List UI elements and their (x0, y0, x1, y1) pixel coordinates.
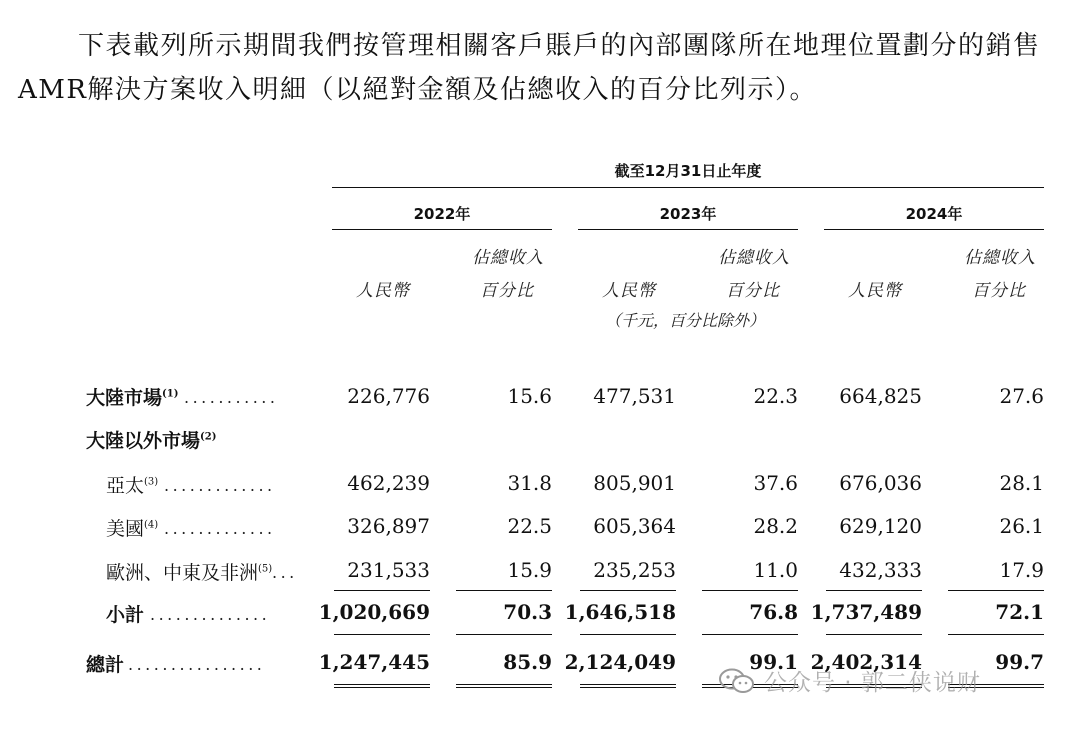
col-rmb-2024: 人民幣 (848, 281, 902, 301)
year-2024: 2024年 (905, 205, 963, 223)
cell-mainland-2022-pct: 15.6 (507, 384, 552, 408)
subtotal-rule-2022-pct (456, 590, 552, 591)
total-rule-2023-rmb (580, 634, 676, 635)
subtotal-rule-2023-rmb (580, 590, 676, 591)
cell-subtotal-2024-pct: 72.1 (995, 600, 1044, 624)
col-rmb-2022: 人民幣 (356, 281, 410, 301)
watermark (718, 664, 981, 697)
col-pct-2024-line2: 百分比 (972, 281, 1026, 301)
total-rule-2022-rmb (334, 634, 430, 635)
wechat-icon (718, 667, 756, 695)
leader-dots: ........... (184, 388, 279, 407)
col-pct-2023-line1: 佔總收入 (718, 248, 790, 268)
cell-total-2023-pct: 99.1 (749, 650, 798, 674)
total-rule-2024-pct (948, 634, 1044, 635)
cell-emea-2023-rmb: 235,253 (593, 558, 676, 582)
leader-dots: ... (272, 563, 298, 582)
cell-apac-2024-pct: 28.1 (999, 471, 1044, 495)
leader-dots: ............. (164, 519, 276, 538)
leader-dots: .............. (150, 605, 271, 624)
cell-emea-2022-pct: 15.9 (507, 558, 552, 582)
cell-total-2024-pct: 99.7 (995, 650, 1044, 674)
cell-total-2024-rmb: 2,402,314 (810, 650, 922, 674)
cell-apac-2024-rmb: 676,036 (839, 471, 922, 495)
period-title: 截至12月31日止年度 (614, 162, 762, 180)
year-rule-2022 (332, 229, 552, 230)
subtotal-rule-2023-pct (702, 590, 798, 591)
cell-total-2022-pct: 85.9 (503, 650, 552, 674)
col-pct-2023-line2: 百分比 (726, 281, 780, 301)
col-pct-2022-line1: 佔總收入 (472, 248, 544, 268)
cell-mainland-2023-pct: 22.3 (753, 384, 798, 408)
year-2023: 2023年 (659, 205, 717, 223)
cell-total-2023-rmb: 2,124,049 (564, 650, 676, 674)
cell-usa-2023-rmb: 605,364 (593, 514, 676, 538)
cell-apac-2023-rmb: 805,901 (593, 471, 676, 495)
total-rule-2022-pct (456, 634, 552, 635)
row-label-emea: 歐洲、中東及非洲$^{(5)}$ (106, 562, 273, 584)
intro-line-1: 下表載列所示期間我們按管理相關客戶賬戶的內部團隊所在地理位置劃分的銷售 (78, 31, 1041, 61)
row-label-usa: 美國$^{(4)}$ (106, 518, 159, 540)
cell-mainland-2023-rmb: 477,531 (593, 384, 676, 408)
subtotal-rule-2024-pct (948, 590, 1044, 591)
total-rule-2023-pct (702, 634, 798, 635)
row-label-total: 總計 (86, 654, 125, 676)
cell-mainland-2022-rmb: 226,776 (347, 384, 430, 408)
cell-apac-2022-pct: 31.8 (507, 471, 552, 495)
year-2022: 2022年 (413, 205, 471, 223)
watermark-text: 公众号 · 郭二侠说财 (764, 670, 981, 696)
header-rule (332, 187, 1044, 188)
cell-emea-2024-rmb: 432,333 (839, 558, 922, 582)
cell-usa-2022-pct: 22.5 (507, 514, 552, 538)
row-label-apac: 亞太$^{(3)}$ (106, 475, 159, 497)
cell-emea-2022-rmb: 231,533 (347, 558, 430, 582)
leader-dots: ............. (164, 476, 276, 495)
col-pct-2024-line1: 佔總收入 (964, 248, 1036, 268)
cell-total-2022-rmb: 1,247,445 (318, 650, 430, 674)
grand-total-rule-2022-pct (456, 684, 552, 685)
subtotal-rule-2024-rmb (826, 590, 922, 591)
intro-paragraph (18, 24, 1058, 112)
cell-mainland-2024-rmb: 664,825 (839, 384, 922, 408)
intro-line-2: AMR解決方案收入明細（以絕對金額及佔總收入的百分比列示）。 (18, 75, 817, 105)
col-pct-2022-line2: 百分比 (480, 281, 534, 301)
cell-subtotal-2023-pct: 76.8 (749, 600, 798, 624)
cell-subtotal-2024-rmb: 1,737,489 (810, 600, 922, 624)
cell-usa-2024-pct: 26.1 (999, 514, 1044, 538)
leader-dots: ................ (128, 655, 266, 674)
year-rule-2024 (824, 229, 1044, 230)
cell-subtotal-2022-rmb: 1,020,669 (318, 600, 430, 624)
cell-usa-2023-pct: 28.2 (753, 514, 798, 538)
year-rule-2023 (578, 229, 798, 230)
row-label-subtotal: 小計 (106, 604, 145, 626)
col-rmb-2023: 人民幣 (602, 281, 656, 301)
cell-emea-2023-pct: 11.0 (753, 558, 798, 582)
cell-usa-2024-rmb: 629,120 (839, 514, 922, 538)
cell-usa-2022-rmb: 326,897 (347, 514, 430, 538)
cell-apac-2022-rmb: 462,239 (347, 471, 430, 495)
cell-emea-2024-pct: 17.9 (999, 558, 1044, 582)
total-rule-2024-rmb (826, 634, 922, 635)
grand-total-rule-2022-rmb (334, 684, 430, 685)
subtotal-rule-2022-rmb (334, 590, 430, 591)
unit-note: （千元，百分比除外） (604, 311, 765, 330)
cell-subtotal-2022-pct: 70.3 (503, 600, 552, 624)
cell-subtotal-2023-rmb: 1,646,518 (564, 600, 676, 624)
row-label-outside-mainland: 大陸以外市場$^{(2)}$ (86, 430, 217, 452)
row-label-mainland: 大陸市場$^{(1)}$ (86, 387, 179, 409)
cell-mainland-2024-pct: 27.6 (999, 384, 1044, 408)
cell-apac-2023-pct: 37.6 (753, 471, 798, 495)
grand-total-rule-2023-rmb (580, 684, 676, 685)
